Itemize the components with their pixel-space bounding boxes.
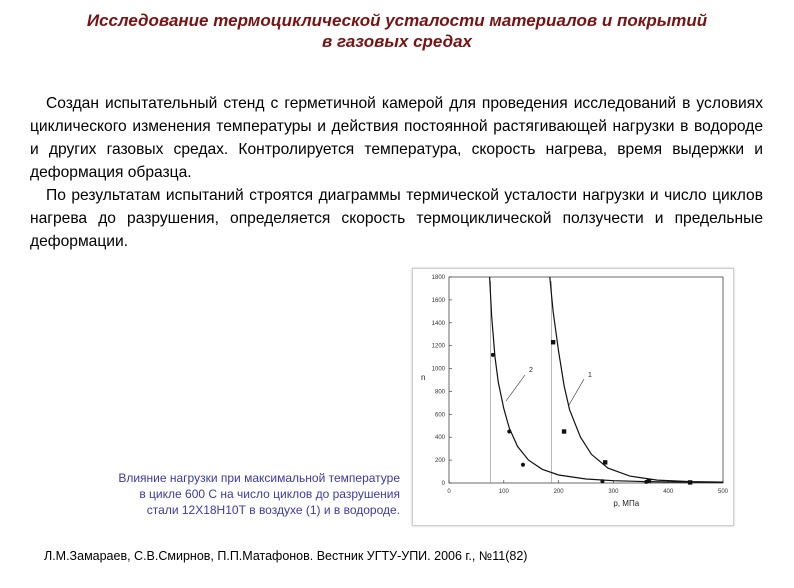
series-2-point xyxy=(491,353,495,357)
series-1-point xyxy=(562,429,566,433)
x-tick-label: 200 xyxy=(553,489,564,495)
y-tick-label: 800 xyxy=(434,389,445,396)
y-tick-label: 1000 xyxy=(431,366,445,373)
series-2-point xyxy=(644,480,648,484)
plot-frame xyxy=(449,277,723,483)
x-tick-label: 400 xyxy=(663,489,674,495)
series-2-point xyxy=(521,463,525,467)
y-axis-label: n xyxy=(421,373,426,382)
y-tick-label: 400 xyxy=(434,435,445,442)
x-tick-label: 500 xyxy=(717,489,729,495)
series-2-point xyxy=(688,480,692,484)
x-axis-label: р, МПа xyxy=(613,499,640,508)
chart-figure xyxy=(412,268,734,526)
x-tick-label: 100 xyxy=(498,489,509,495)
source-citation: Л.М.Замараев, С.В.Смирнов, П.П.Матафонов. Вестник УГТУ-УПИ. 2006 г., №11(82) xyxy=(44,549,528,563)
curve-label-leader xyxy=(506,375,525,401)
y-tick-label: 1200 xyxy=(431,343,445,350)
curve-label: 2 xyxy=(529,367,533,374)
fatigue-chart xyxy=(413,269,733,525)
figure-caption xyxy=(60,470,400,518)
slide-title xyxy=(0,10,794,52)
y-tick-label: 1600 xyxy=(431,297,445,304)
series-2-point xyxy=(600,479,604,483)
body-text xyxy=(30,92,763,253)
x-tick-label: 300 xyxy=(608,489,619,495)
caption-line2: в цикле 600 С на число циклов до разрушения xyxy=(139,487,400,501)
series-1-line xyxy=(550,277,723,482)
series-2-line xyxy=(490,277,723,482)
x-tick-label: 0 xyxy=(447,489,451,495)
slide-title-line1: Исследование термоциклической усталости материалов и покрытий xyxy=(86,11,708,30)
curve-label: 1 xyxy=(588,372,592,379)
y-tick-label: 1800 xyxy=(431,275,445,281)
y-tick-label: 1400 xyxy=(431,320,445,327)
curve-label-leader xyxy=(569,379,584,405)
series-1-point xyxy=(551,340,555,344)
caption-line3: стали 12Х18Н10Т в воздухе (1) и в водороде. xyxy=(146,503,400,517)
series-2-point xyxy=(507,430,511,434)
y-tick-label: 200 xyxy=(434,458,445,465)
y-tick-label: 600 xyxy=(434,412,445,419)
caption-line1: Влияние нагрузки при максимальной температуре xyxy=(118,471,400,485)
paragraph-2: По результатам испытаний строятся диаграммы термической усталости нагрузки и число циклов нагрева до разрушения, определяется скорость термоциклической ползучести и предельные деформации. xyxy=(30,187,763,250)
paragraph-1: Создан испытательный стенд с герметичной камерой для проведения исследований в условиях циклического изменения температуры и действия постоянной растягивающей нагрузки в водороде и других газовых средах. Контролируется температура, скорость нагрева, время выдержки и деформация образца. xyxy=(30,95,763,181)
slide-title-line2: в газовых средах xyxy=(321,32,472,51)
series-1-point xyxy=(603,460,607,464)
y-tick-label: 0 xyxy=(441,481,445,487)
